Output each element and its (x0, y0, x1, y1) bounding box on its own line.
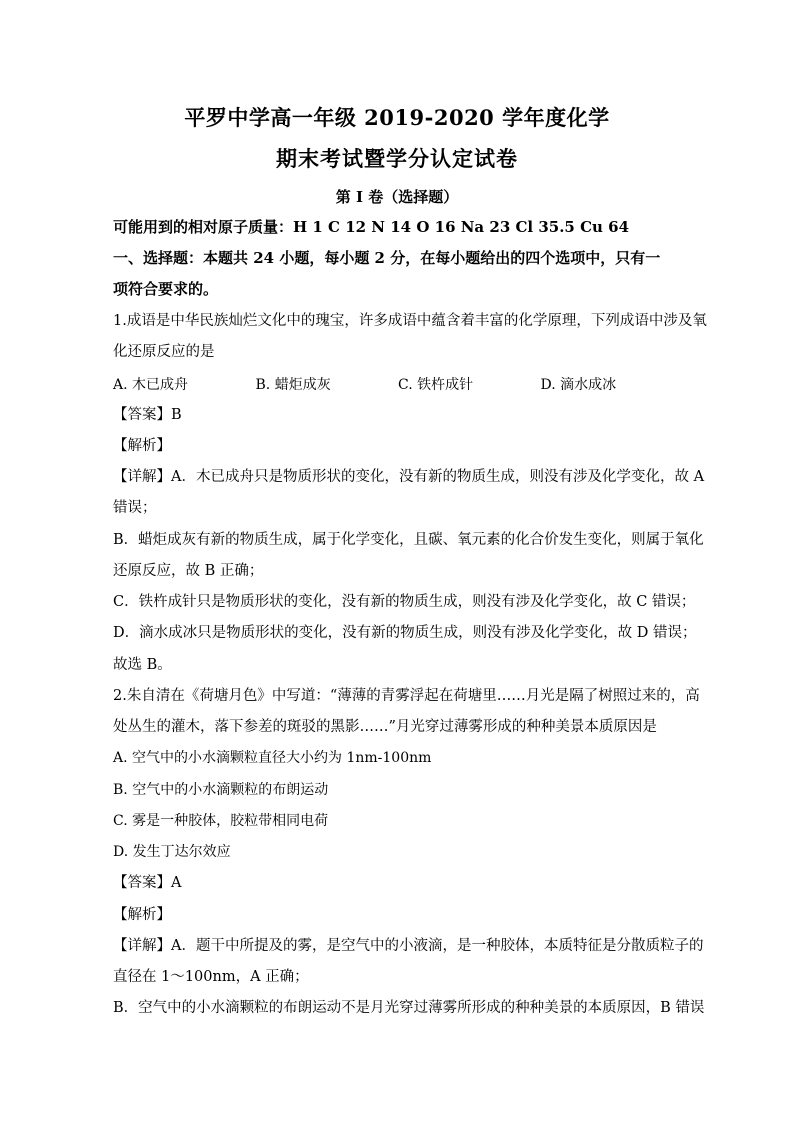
q1-detail-line2: 错误； (113, 500, 157, 516)
part1-instructions-line1: 一、选择题：本题共 24 小题，每小题 2 分，在每小题给出的四个选项中，只有一 (113, 249, 661, 267)
q1-detail-line3: B．蜡炬成灰有新的物质生成，属于化学变化，且碳、氧元素的化合价发生变化，则属于氧化 (113, 532, 704, 548)
q2-analysis-label: 【解析】 (113, 907, 171, 923)
section-heading: 第 I 卷（选择题） (335, 188, 459, 206)
q1-stem-line2: 化还原反应的是 (113, 344, 215, 360)
atomic-masses: 可能用到的相对原子质量：H 1 C 12 N 14 O 16 Na 23 Cl 35.5 Cu 64 (113, 218, 630, 236)
q1-stem-line1: 1.成语是中华民族灿烂文化中的瑰宝，许多成语中蕴含着丰富的化学原理，下列成语中涉及氧 (113, 313, 707, 329)
q2-option-c: C. 雾是一种胶体，胶粒带相同电荷 (113, 813, 329, 829)
q1-detail-line6: D．滴水成冰只是物质形状的变化，没有新的物质生成，则没有涉及化学变化，故 D 错误； (113, 625, 697, 641)
q2-option-b: B. 空气中的小水滴颗粒的布朗运动 (113, 782, 329, 798)
q2-detail-line3: B．空气中的小水滴颗粒的布朗运动不是月光穿过薄雾所形成的种种美景的本质原因，B 错误 (113, 1000, 705, 1016)
q1-options (113, 374, 683, 394)
q1-detail-line4: 还原反应，故 B 正确； (113, 563, 264, 579)
exam-title-line2: 期末考试暨学分认定试卷 (276, 146, 518, 171)
q1-analysis-label: 【解析】 (113, 438, 171, 454)
q1-option-c: C. 铁杵成针 (398, 377, 474, 393)
q2-answer: 【答案】A (113, 875, 182, 891)
q1-detail-line1: 【详解】A．木已成舟只是物质形状的变化，没有新的物质生成，则没有涉及化学变化，故 A (113, 469, 705, 485)
q2-stem-line1: 2.朱自清在《荷塘月色》中写道：“薄薄的青雾浮起在荷塘里……月光是隔了树照过来的，高 (113, 688, 700, 704)
part1-instructions-line2: 项符合要求的。 (113, 280, 219, 298)
q2-detail-line1: 【详解】A．题干中所提及的雾，是空气中的小液滴，是一种胶体，本质特征是分散质粒子的 (113, 938, 704, 954)
q1-detail-line7: 故选 B。 (113, 657, 172, 673)
q2-option-d: D. 发生丁达尔效应 (113, 844, 231, 860)
q2-stem-line2: 处丛生的灌木，落下参差的斑驳的黑影……”月光穿过薄雾形成的种种美景本质原因是 (113, 719, 657, 735)
q1-answer: 【答案】B (113, 407, 182, 423)
q1-option-b: B. 蜡炬成灰 (255, 377, 331, 393)
q1-option-d: D. 滴水成冰 (540, 377, 617, 393)
q2-detail-line2: 直径在 1～100nm，A 正确； (113, 969, 309, 985)
q1-detail-line5: C．铁杵成针只是物质形状的变化，没有新的物质生成，则没有涉及化学变化，故 C 错误； (113, 594, 696, 610)
q1-option-a: A. 木已成舟 (113, 377, 189, 393)
exam-title-line1: 平罗中学高一年级 2019-2020 学年度化学 (184, 105, 610, 130)
q2-option-a: A. 空气中的小水滴颗粒直径大小约为 1nm-100nm (113, 750, 432, 766)
